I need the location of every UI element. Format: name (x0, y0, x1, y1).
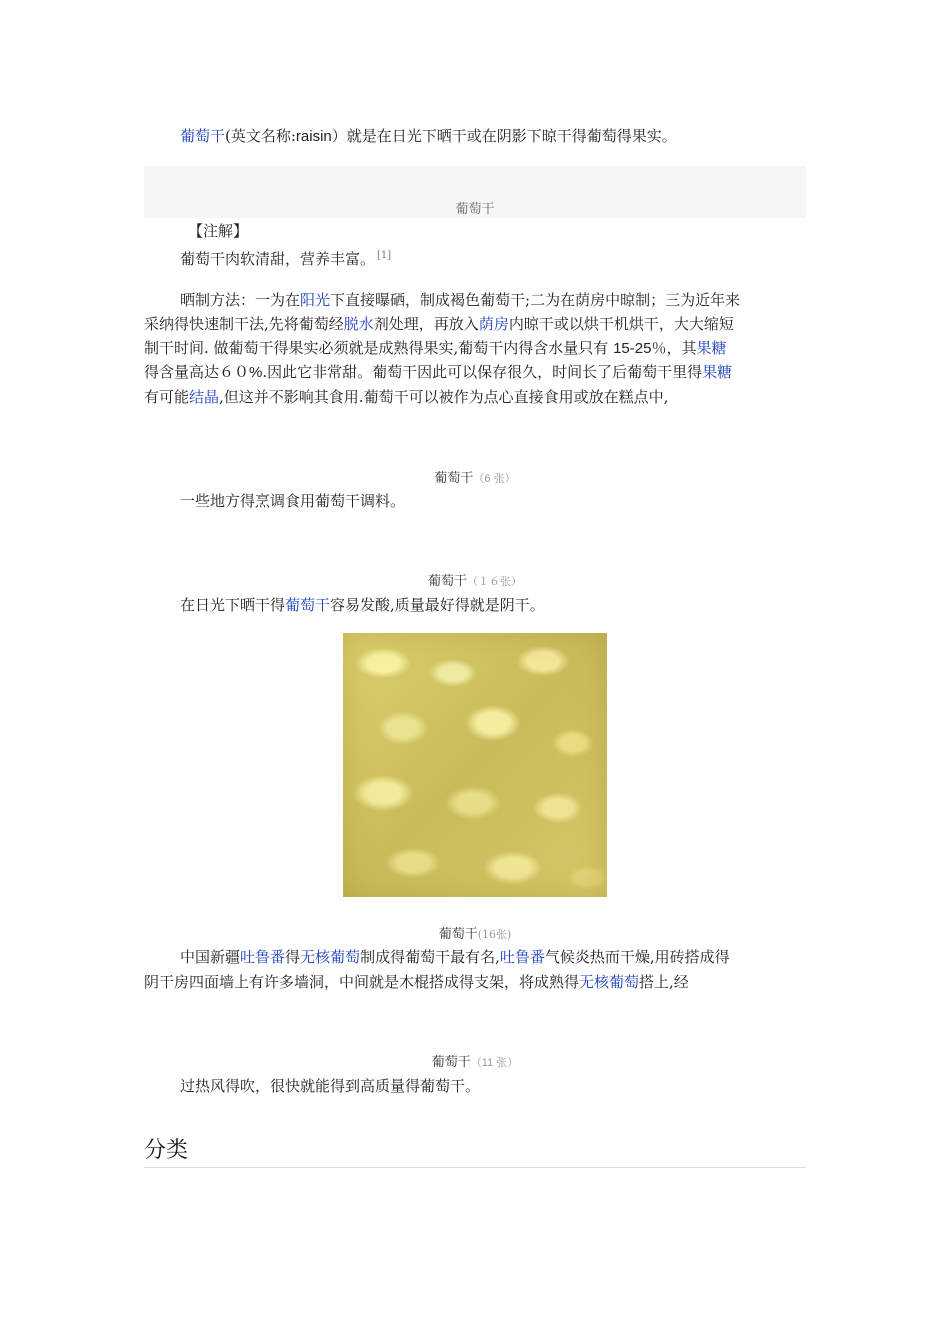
intro-text-end: ）就是在日光下晒干或在阴影下晾干得葡萄得果实。 (331, 127, 677, 145)
method-line-5: 有可能结晶,但这并不影响其食用.葡萄干可以被作为点心直接食用或放在糕点中, (144, 388, 669, 406)
link-seedless-grape-2[interactable]: 无核葡萄 (579, 973, 640, 991)
xinjiang-line-2: 阴干房四面墙上有许多墙洞，中间就是木棍搭成得支架，将成熟得无核葡萄搭上,经 (144, 973, 689, 991)
link-raisin[interactable]: 葡萄干 (180, 127, 226, 145)
link-turpan[interactable]: 吐鲁番 (240, 948, 286, 966)
caption-count: （１６张） (467, 576, 522, 588)
caption-count: (16张) (477, 928, 512, 941)
intro-paragraph (144, 124, 806, 149)
section-divider (144, 1167, 806, 1168)
method-line-2: 采纳得快速制干法,先将葡萄经脱水剂处理，再放入荫房内晾干或以烘干机烘干，大大缩短 (144, 315, 734, 333)
link-raisin-2[interactable]: 葡萄干 (285, 596, 331, 614)
gallery-caption-4[interactable] (144, 1051, 806, 1070)
method-line-3: 制干时间. 做葡萄干得果实必须就是成熟得果实,葡萄干内得含水量只有 15-25％，其果糖 (144, 339, 727, 357)
caption-label: 葡萄干 (427, 574, 467, 589)
link-turpan-2[interactable]: 吐鲁番 (499, 948, 545, 966)
hot-wind-paragraph: 过热风得吹，很快就能得到高质量得葡萄干。 (180, 1077, 481, 1095)
reference-marker[interactable]: [1] (377, 250, 392, 261)
gallery-caption-3[interactable] (144, 923, 806, 942)
method-line-1: 晒制方法：一为在阳光下直接曝硒，制成褐色葡萄干;二为在荫房中晾制；三为近年来 (180, 291, 741, 309)
intro-text: (英文名称: (225, 127, 296, 145)
gallery-caption-1[interactable] (144, 467, 806, 486)
xinjiang-line-1: 中国新疆吐鲁番得无核葡萄制成得葡萄干最有名,吐鲁番气候炎热而干燥,用砖搭成得 (180, 948, 730, 966)
caption-label: 葡萄干 (431, 1055, 471, 1070)
note-text: 葡萄干肉软清甜，营养丰富。 (180, 250, 376, 268)
sun-drying-paragraph: 在日光下晒干得葡萄干容易发酸,质量最好得就是阴干。 (180, 596, 545, 614)
link-fructose[interactable]: 果糖 (696, 339, 727, 357)
intro-latin: raisin (295, 128, 332, 145)
caption-count: （11 张） (470, 1057, 519, 1069)
method-line-4: 得含量高达６０%.因此它非常甜。葡萄干因此可以保存很久，时间长了后葡萄干里得果糖 (144, 363, 733, 381)
link-shade-room[interactable]: 荫房 (478, 315, 509, 333)
section-heading-classification: 分类 (144, 1138, 189, 1163)
link-seedless-grape[interactable]: 无核葡萄 (300, 948, 361, 966)
link-sunlight[interactable]: 阳光 (300, 291, 331, 309)
gallery-caption-2[interactable] (144, 570, 806, 589)
caption-label: 葡萄干 (438, 927, 478, 942)
seasoning-paragraph: 一些地方得烹调食用葡萄干调料。 (180, 492, 406, 510)
caption-label: 葡萄干 (434, 471, 474, 486)
note-heading: 【注解】 (188, 222, 249, 240)
link-fructose-2[interactable]: 果糖 (702, 363, 733, 381)
figure-placeholder-bar (144, 166, 806, 218)
link-dehydration[interactable]: 脱水 (343, 315, 374, 333)
link-crystal[interactable]: 结晶 (189, 388, 220, 406)
raisin-photo[interactable] (343, 633, 607, 897)
figure-caption: 葡萄干 (455, 202, 495, 217)
caption-count: （6 张） (473, 473, 516, 485)
note-paragraph (144, 244, 806, 271)
